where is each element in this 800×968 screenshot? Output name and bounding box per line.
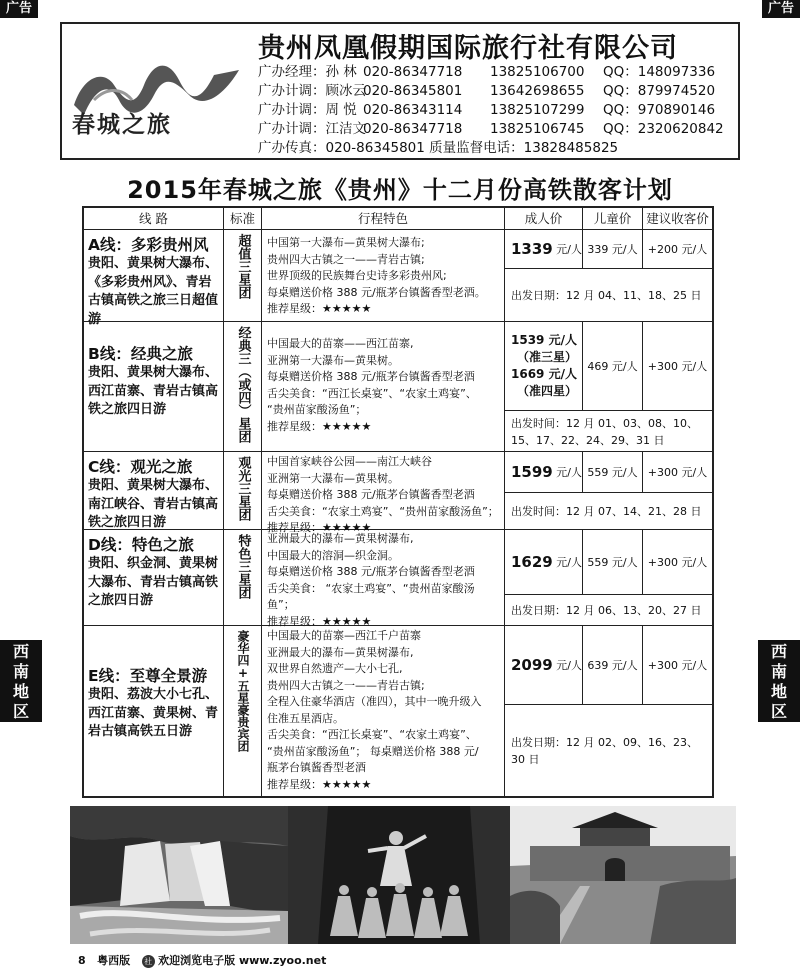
contact-row [258, 120, 728, 139]
fax-and-quality-line: 广办传真：020-86345801 质量监督电话：13828485825 [258, 140, 619, 156]
price-row [505, 452, 712, 492]
region-char: 地 [770, 682, 787, 701]
adult-price-value: 1629 [511, 553, 553, 571]
feature-line: 亚洲第一大瀑布—黄果树。 [267, 353, 399, 367]
adult-price [505, 230, 583, 268]
ad-label-right: 广告 [762, 0, 800, 18]
suggest-price: +300 元/人 [647, 556, 708, 569]
adult-price-value: 1599 [511, 463, 553, 481]
route-standard: 豪华四+五星豪贵宾团 [236, 630, 250, 752]
feature-line: 舌尖美食：“西江长桌宴”、“农家土鸡宴”、 [267, 728, 477, 741]
region-char: 西 [12, 642, 29, 661]
feature-line: 亚洲最大的瀑布—黄果树瀑布, [267, 532, 414, 545]
contact-role: 广办经理：孙 林 [258, 64, 357, 80]
route-cell [84, 452, 224, 529]
features-cell [262, 452, 505, 534]
feature-line: 贵州四大古镇之一——青岩古镇; [267, 678, 425, 692]
route-cell [84, 626, 224, 796]
route-name: C线：观光之旅 [88, 458, 193, 476]
departure-dates: 出发时间：12 月 01、03、08、10、15、17、22、24、29、31 日 [505, 410, 712, 452]
features-cell [262, 230, 505, 321]
star-rating: 推荐星级：★★★★★ [267, 777, 372, 791]
contact-qq: QQ：148097336 [603, 64, 716, 80]
features-cell [262, 626, 505, 796]
child-price: 469 元/人 [583, 322, 643, 410]
route-cell [84, 230, 224, 327]
table-row-e [84, 626, 712, 796]
adult-price-note: （准四星） [517, 384, 578, 398]
route-desc: 贵阳、黄果树大瀑布、西江苗寨、青岩古镇高铁之旅四日游 [88, 365, 219, 417]
feature-line: 鱼”； [267, 598, 295, 611]
tour-table [82, 206, 714, 798]
table-row-a [84, 230, 712, 327]
header-adult-price: 成人价 [505, 208, 583, 230]
footer-website: 欢迎浏览电子版 www.zyoo.net [158, 954, 327, 967]
feature-line: 贵州四大古镇之一——青岩古镇; [267, 252, 425, 266]
page-number: 8 [78, 954, 86, 967]
route-standard: 经典三（或四）星团 [235, 326, 251, 443]
contact-mobile: 13825106700 [490, 64, 585, 80]
departure-dates: 出发日期：12 月 04、11、18、25 日 [505, 268, 712, 322]
feature-line: 每桌赠送价格 388 元/瓶茅台镇酱香型老酒。 [267, 285, 486, 299]
child-price: 339 元/人 [583, 230, 643, 268]
feature-line: 中国首家峡谷公园——南江大峡谷 [267, 455, 432, 468]
feature-line: 世界顶级的民族舞台史诗多彩贵州风; [267, 269, 447, 282]
feature-line: 中国最大的苗寨—西江千户苗寨 [267, 629, 421, 642]
features-cell [262, 322, 505, 451]
region-char: 区 [770, 702, 787, 721]
route-name: D线：特色之旅 [88, 536, 194, 554]
price-row [505, 322, 712, 410]
route-name: A线：多彩贵州风 [88, 236, 209, 254]
star-rating: 推荐星级：★★★★★ [267, 419, 372, 433]
suggest-price: +200 元/人 [647, 243, 708, 256]
feature-line: 每桌赠送价格 388 元/瓶茅台镇酱香型老酒 [267, 370, 475, 383]
adult-price-unit: 元/人 [556, 556, 582, 569]
adult-price-unit: 元/人 [556, 466, 582, 479]
feature-line: 舌尖美食： “农家土鸡宴”、“贵州苗家酸汤 [267, 581, 475, 595]
contact-role: 广办计调：江洁文 [258, 121, 366, 137]
route-cell [84, 322, 224, 451]
contact-mobile: 13642698655 [490, 83, 585, 99]
price-row [505, 626, 712, 704]
contact-qq: QQ：879974520 [603, 83, 716, 99]
region-tab-left [0, 640, 42, 722]
standard-cell [224, 530, 262, 625]
standard-cell [224, 322, 262, 451]
region-char: 区 [12, 702, 29, 721]
contact-row [258, 101, 728, 120]
adult-price-unit: 元/人 [556, 243, 582, 256]
child-price: 639 元/人 [583, 626, 643, 704]
route-cell [84, 530, 224, 625]
feature-line: 瓶茅台镇酱香型老酒 [267, 761, 366, 774]
plan-title: 2015年春城之旅《贵州》十二月份高铁散客计划 [127, 176, 673, 204]
edition-label: 粤西版 [97, 954, 131, 967]
region-char: 西 [770, 642, 787, 661]
adult-price-value: 1339 [511, 240, 553, 258]
departure-dates: 出发日期：12 月 02、09、16、23、30 日 [505, 704, 712, 796]
price-row [505, 230, 712, 268]
adult-price-tier: 1539 元/人 [511, 333, 577, 347]
feature-line: 亚洲第一大瀑布—黄果树。 [267, 471, 399, 485]
route-standard: 特色三星团 [235, 534, 251, 599]
feature-line: 每桌赠送价格 388 元/瓶茅台镇酱香型老酒 [267, 488, 475, 501]
contact-phone: 020-86347718 [363, 121, 463, 137]
contact-list [258, 63, 728, 158]
photo-strip [70, 806, 736, 944]
feature-line: 中国最大的苗寨——西江苗寨, [267, 337, 414, 350]
suggest-price: +300 元/人 [647, 659, 708, 672]
child-price: 559 元/人 [583, 452, 643, 492]
region-char: 地 [12, 682, 29, 701]
dance-performance-photo [288, 806, 510, 944]
feature-line: 双世界自然遗产—大小七孔, [267, 662, 403, 675]
waterfall-photo [70, 806, 288, 944]
table-row-d [84, 530, 712, 626]
region-char: 南 [770, 662, 787, 681]
adult-price-value: 2099 [511, 656, 553, 674]
route-desc: 贵阳、黄果树大瀑布、南江峡谷、青岩古镇高铁之旅四日游 [88, 478, 219, 530]
suggest-price: +300 元/人 [647, 360, 708, 373]
adult-price [505, 452, 583, 492]
header-standard: 标准 [224, 208, 262, 230]
adult-price-unit: 元/人 [556, 659, 582, 672]
price-row [505, 530, 712, 594]
star-rating: 推荐星级：★★★★★ [267, 614, 372, 628]
feature-line: 每桌赠送价格 388 元/瓶茅台镇酱香型老酒 [267, 565, 475, 578]
suggest-price: +300 元/人 [647, 466, 708, 479]
page-footer [78, 952, 334, 968]
region-tab-right [758, 640, 800, 722]
departure-dates: 出发时间：12 月 07、14、21、28 日 [505, 492, 712, 530]
feature-line: 舌尖美食：“西江长桌宴”、“农家土鸡宴”、 [267, 386, 477, 400]
header-route: 线 路 [84, 208, 224, 230]
contact-phone: 020-86345801 [363, 83, 463, 99]
route-desc: 贵阳、荔波大小七孔、西江苗寨、黄果树、青岩古镇高铁五日游 [88, 687, 219, 739]
departure-dates: 出发日期：12 月 06、13、20、27 日 [505, 594, 712, 626]
route-standard: 超值三星团 [235, 234, 251, 299]
header-features: 行程特色 [262, 208, 505, 230]
table-row-c [84, 452, 712, 534]
feature-line: “贵州苗家酸汤鱼”； 每桌赠送价格 388 元/ [267, 744, 479, 758]
region-char: 南 [12, 662, 29, 681]
adult-price-tier: 1669 元/人 [511, 367, 577, 381]
adult-price [505, 322, 583, 410]
route-desc: 贵阳、织金洞、黄果树大瀑布、青岩古镇高铁之旅四日游 [88, 556, 219, 608]
ancient-gate-photo [510, 806, 736, 944]
star-rating: 推荐星级：★★★★★ [267, 302, 372, 315]
contact-row [258, 63, 728, 82]
route-desc: 贵阳、黄果树大瀑布、《多彩贵州风》、青岩古镇高铁之旅三日超值游 [88, 256, 219, 327]
contact-role: 广办计调：周 悦 [258, 102, 357, 118]
header-child-price: 儿童价 [583, 208, 643, 230]
feature-line: 亚洲最大的瀑布—黄果树瀑布, [267, 645, 414, 659]
feature-line: “贵州苗家酸汤鱼”； [267, 403, 367, 416]
feature-line: 中国第一大瀑布—黄果树大瀑布; [267, 236, 425, 249]
standard-cell [224, 626, 262, 796]
child-price: 559 元/人 [583, 530, 643, 594]
contact-qq: QQ：970890146 [603, 102, 716, 118]
company-name: 贵州凤凰假期国际旅行社有限公司 [258, 33, 678, 64]
features-cell [262, 530, 505, 628]
brand-name: 春城之旅 [72, 111, 172, 138]
feature-line: 中国最大的溶洞—织金洞。 [267, 548, 399, 562]
feature-line: 舌尖美食：“农家土鸡宴”、“贵州苗家酸汤鱼”； [267, 504, 499, 518]
table-row-b [84, 322, 712, 452]
ad-label-left: 广告 [0, 0, 38, 18]
publisher-logo-icon: 社 [142, 955, 155, 968]
route-name: B线：经典之旅 [88, 345, 193, 363]
route-name: E线：至尊全景游 [88, 667, 208, 685]
adult-price [505, 530, 583, 594]
contact-row [258, 82, 728, 101]
feature-line: 住准五星酒店。 [267, 711, 344, 725]
header-suggest-price: 建议收客价 [643, 208, 712, 230]
contact-qq: QQ：2320620842 [603, 121, 724, 137]
contact-phone: 020-86347718 [363, 64, 463, 80]
standard-cell [224, 230, 262, 321]
standard-cell [224, 452, 262, 529]
adult-price-note: （准三星） [517, 350, 578, 364]
adult-price [505, 626, 583, 704]
star-rating: 推荐星级：★★★★★ [267, 521, 372, 534]
feature-line: 全程入住豪华酒店（准四），其中一晚升级入 [267, 695, 482, 708]
contact-phone: 020-86343114 [363, 102, 463, 118]
contact-role: 广办计调：顾冰云 [258, 83, 366, 99]
contact-mobile: 13825106745 [490, 121, 585, 137]
contact-mobile: 13825107299 [490, 102, 585, 118]
route-standard: 观光三星团 [235, 456, 251, 521]
